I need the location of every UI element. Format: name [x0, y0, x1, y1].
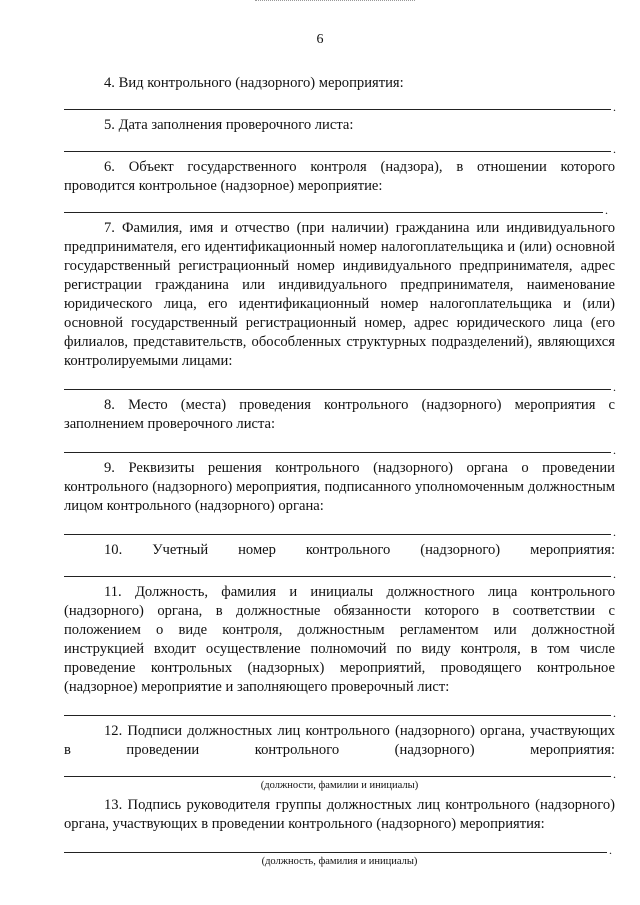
item-9-fill-line	[64, 520, 616, 539]
fill-end-mark: .	[609, 843, 612, 857]
page-number: 6	[316, 32, 324, 47]
item-13-fill-line	[64, 838, 612, 857]
fill-end-mark: .	[613, 706, 616, 720]
fill-end-mark: .	[613, 767, 616, 781]
item-12-caption: (должности, фамилии и инициалы)	[260, 780, 419, 791]
fill-end-mark: .	[613, 567, 616, 581]
item-6-text: 6. Объект государственного контроля (надзора), в отношении которого проводится контрольное (надзорное) мероприятие:	[64, 159, 615, 194]
fill-end-mark: .	[613, 100, 616, 114]
item-10-fill-line	[64, 562, 616, 581]
item-11-fill-line	[64, 701, 616, 720]
fill-end-mark: .	[613, 380, 616, 394]
fill-end-mark: .	[613, 525, 616, 539]
item-6-fill-line	[64, 198, 608, 217]
item-7-text: 7. Фамилия, имя и отчество (при наличии) гражданина или индивидуального предпринимателя, его идентификационный номер налогоплательщика и (или) основной государственный регистрационный номер индивидуального предпринимателя, адрес регистрации гражданина или индивидуального предпринимателя, наименование юридического лица, его идентификационный номер налогоплательщика и (или) основной государственный регистрационный номер, адрес юридического лица (его филиалов, представительств, обособленных структурных подразделений), являющихся контролируемыми лицами:	[64, 220, 615, 369]
form-content	[64, 72, 615, 868]
item-8-fill-line	[64, 438, 616, 457]
item-8-text: 8. Место (места) проведения контрольного (надзорного) мероприятия с заполнением проверочного листа:	[64, 397, 615, 432]
fill-end-mark: .	[605, 203, 608, 217]
item-5-fill-line	[64, 137, 616, 156]
item-10-text: 10. Учетный номер контрольного (надзорного) мероприятия:	[104, 542, 615, 558]
fill-end-mark: .	[613, 142, 616, 156]
item-12-text: 12. Подписи должностных лиц контрольного (надзорного) органа, участвующих в проведении контрольного (надзорного) мероприятия:	[64, 723, 615, 758]
item-12-fill-line	[64, 762, 616, 781]
item-4-fill-line	[64, 95, 616, 114]
fill-end-mark: .	[613, 443, 616, 457]
item-13-caption: (должность, фамилия и инициалы)	[261, 856, 418, 867]
item-9-text: 9. Реквизиты решения контрольного (надзорного) органа о проведении контрольного (надзорного) мероприятия, подписанного уполномоченным должностным лицом контрольного (надзорного) органа:	[64, 460, 615, 514]
item-5-text: 5. Дата заполнения проверочного листа:	[104, 117, 354, 133]
item-13-text: 13. Подпись руководителя группы должностных лиц контрольного (надзорного) органа, участвующих в проведении контрольного (надзорного) мероприятия:	[64, 797, 615, 832]
item-4-text: 4. Вид контрольного (надзорного) мероприятия:	[104, 75, 404, 91]
item-7-fill-line	[64, 375, 616, 394]
item-11-text: 11. Должность, фамилия и инициалы должностного лица контрольного (надзорного) органа, в должностные обязанности которого в соответствии с положением о виде контроля, должностным регламентом или должностной инструкцией входит осуществление полномочий по виду контроля, в том числе проведение контрольных (надзорных) мероприятий, проводящего контрольное (надзорное) мероприятие и заполняющего проверочный лист:	[64, 584, 615, 695]
scan-artifact-line	[255, 0, 415, 2]
